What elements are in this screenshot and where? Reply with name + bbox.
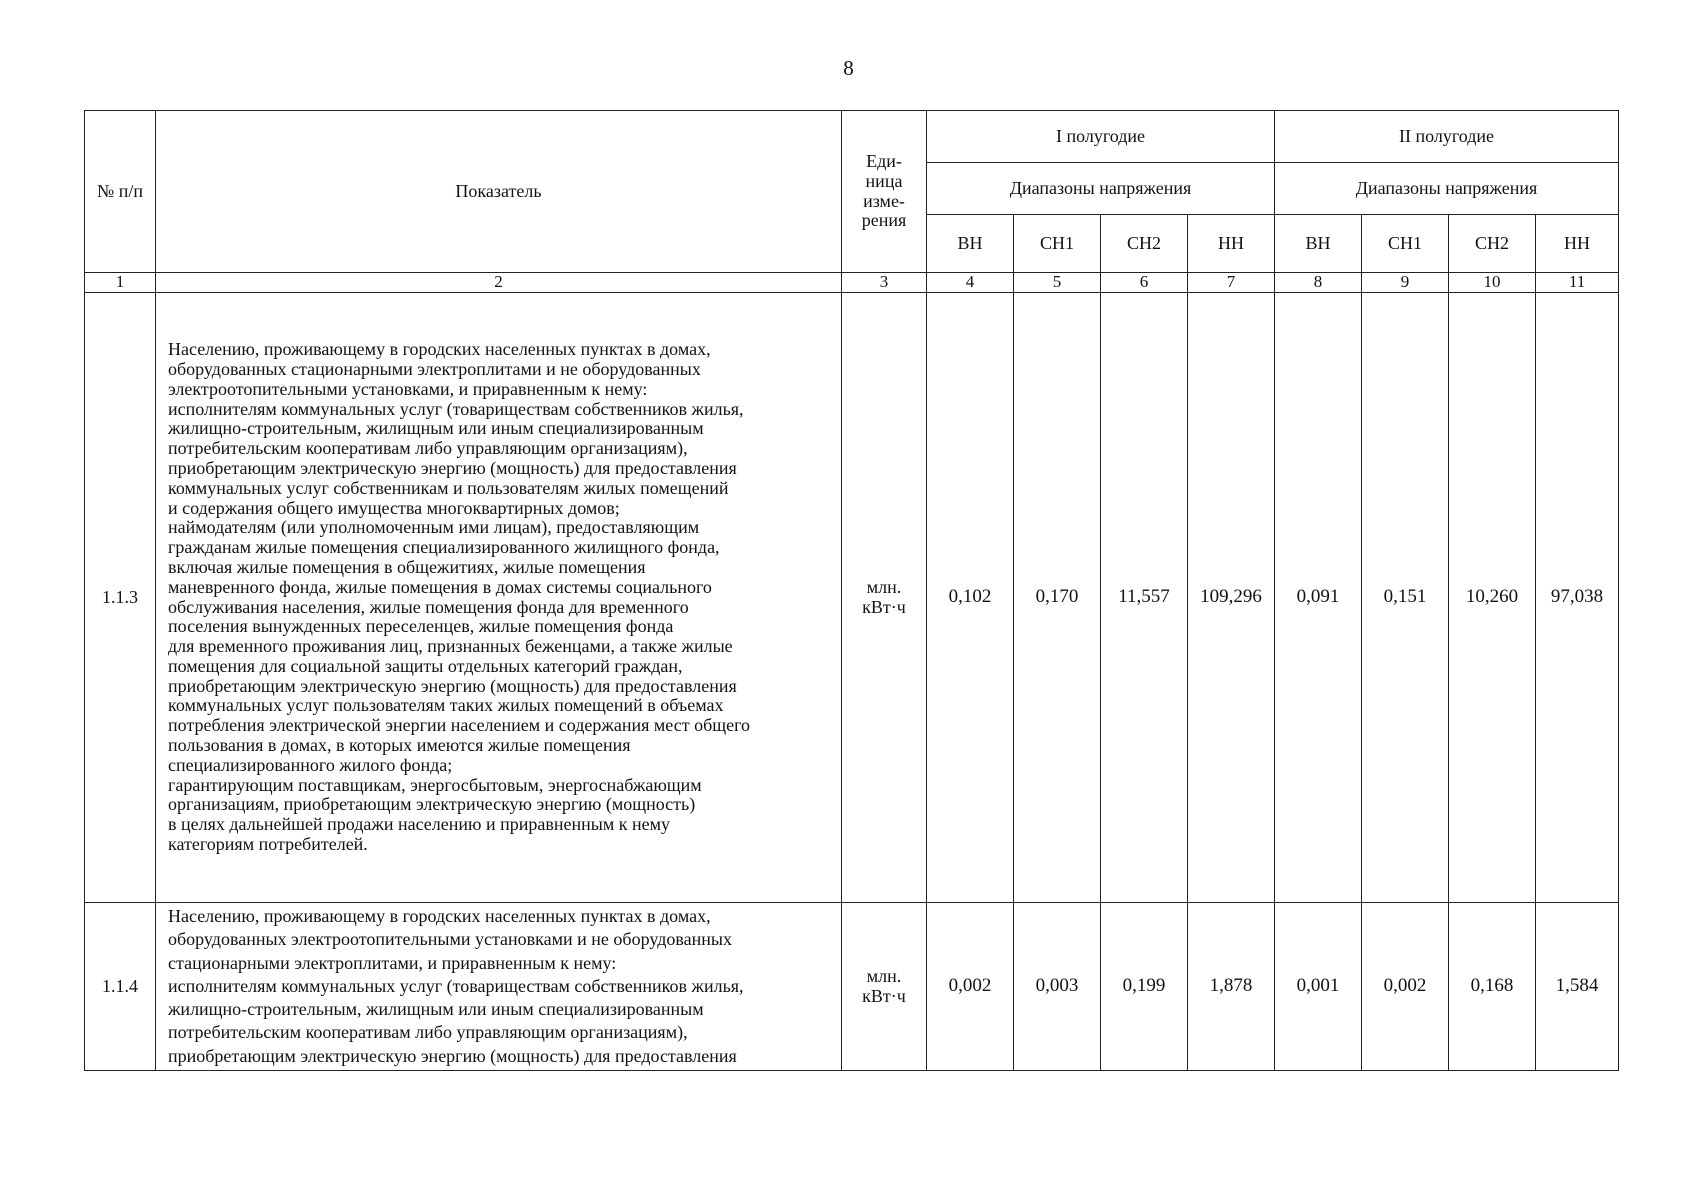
table-row — [85, 903, 1619, 1071]
text-line: для временного проживания лиц, признанных беженцами, а также жилые — [168, 636, 733, 657]
text-line: приобретающим электрическую энергию (мощность) для предоставления — [168, 1045, 737, 1066]
row-number: 1.1.3 — [85, 293, 156, 903]
tariff-volume-table — [84, 110, 1619, 1071]
unit-line: кВт·ч — [862, 985, 906, 1006]
voltage-ranges-header-2: Диапазоны напряжения — [1275, 163, 1619, 215]
row-number: 1.1.4 — [85, 903, 156, 1071]
value-cell: 1,878 — [1188, 903, 1275, 1071]
unit-line: кВт·ч — [862, 596, 906, 617]
value-cell: 109,296 — [1188, 293, 1275, 903]
text-line: коммунальных услуг собственникам и пользователям жилых помещений — [168, 477, 729, 498]
column-number: 8 — [1275, 273, 1362, 293]
level-header: НН — [1188, 215, 1275, 273]
text-line: оборудованных стационарными электроплитами и не оборудованных — [168, 358, 701, 379]
text-line: включая жилые помещения в общежитиях, жилые помещения — [168, 556, 646, 577]
text-line: жилищно-строительным, жилищным или иным специализированным — [168, 418, 704, 439]
level-header: СН2 — [1449, 215, 1536, 273]
text-line: маневренного фонда, жилые помещения в домах системы социального — [168, 576, 712, 597]
half1-header: I полугодие — [927, 111, 1275, 163]
value-cell: 0,091 — [1275, 293, 1362, 903]
level-header: НН — [1536, 215, 1619, 273]
text-line: жилищно-строительным, жилищным или иным специализированным — [168, 999, 704, 1020]
text-line: приобретающим электрическую энергию (мощность) для предоставления — [168, 457, 737, 478]
level-header: ВН — [1275, 215, 1362, 273]
value-cell: 0,102 — [927, 293, 1014, 903]
unit-header-line: ница — [865, 170, 903, 191]
half2-header: II полугодие — [1275, 111, 1619, 163]
unit-header-line: изме- — [863, 190, 905, 211]
column-number: 4 — [927, 273, 1014, 293]
text-line: организациям, приобретающим электрическую энергию (мощность) — [168, 794, 696, 815]
voltage-ranges-header-1: Диапазоны напряжения — [927, 163, 1275, 215]
text-line: гражданам жилые помещения специализированного жилищного фонда, — [168, 537, 720, 558]
value-cell: 0,003 — [1014, 903, 1101, 1071]
text-line: и содержания общего имущества многоквартирных домов; — [168, 497, 620, 518]
text-line: наймодателям (или уполномоченным ими лицам), предоставляющим — [168, 517, 700, 538]
unit-cell — [842, 293, 927, 903]
indicator-text — [156, 293, 842, 903]
header-row-1 — [85, 111, 1619, 163]
text-line: приобретающим электрическую энергию (мощность) для предоставления — [168, 675, 737, 696]
text-line: пользования в домах, в которых имеются жилые помещения — [168, 735, 631, 756]
level-header: ВН — [927, 215, 1014, 273]
column-number: 5 — [1014, 273, 1101, 293]
column-number-row — [85, 273, 1619, 293]
col-indicator-header: Показатель — [156, 111, 842, 273]
unit-header-line: рения — [861, 210, 907, 231]
text-line: оборудованных электроотопительными установками и не оборудованных — [168, 929, 732, 950]
value-cell: 0,001 — [1275, 903, 1362, 1071]
value-cell: 97,038 — [1536, 293, 1619, 903]
text-line: Населению, проживающему в городских населенных пунктах в домах, — [168, 906, 711, 927]
unit-cell — [842, 903, 927, 1071]
level-header: СН2 — [1101, 215, 1188, 273]
text-line: гарантирующим поставщикам, энергосбытовым, энергоснабжающим — [168, 774, 702, 795]
value-cell: 0,199 — [1101, 903, 1188, 1071]
value-cell: 0,002 — [1362, 903, 1449, 1071]
text-line: обслуживания населения, жилые помещения фонда для временного — [168, 596, 689, 617]
column-number: 2 — [156, 273, 842, 293]
text-line: потребительским кооперативам либо управляющим организациям), — [168, 1022, 688, 1043]
value-cell: 0,170 — [1014, 293, 1101, 903]
text-line: потребительским кооперативам либо управляющим организациям), — [168, 438, 688, 459]
column-number: 9 — [1362, 273, 1449, 293]
col-num-header: № п/п — [85, 111, 156, 273]
level-header: СН1 — [1014, 215, 1101, 273]
text-line: категориям потребителей. — [168, 834, 368, 855]
text-line: исполнителям коммунальных услуг (товариществам собственников жилья, — [168, 398, 744, 419]
value-cell: 0,168 — [1449, 903, 1536, 1071]
level-header: СН1 — [1362, 215, 1449, 273]
column-number: 3 — [842, 273, 927, 293]
column-number: 11 — [1536, 273, 1619, 293]
column-number: 10 — [1449, 273, 1536, 293]
text-line: в целях дальнейшей продажи населению и приравненным к нему — [168, 814, 670, 835]
text-line: исполнителям коммунальных услуг (товариществам собственников жилья, — [168, 975, 744, 996]
value-cell: 1,584 — [1536, 903, 1619, 1071]
unit-line: млн. — [866, 576, 902, 597]
value-cell: 10,260 — [1449, 293, 1536, 903]
value-cell: 0,151 — [1362, 293, 1449, 903]
value-cell: 11,557 — [1101, 293, 1188, 903]
col-unit-header — [842, 111, 927, 273]
page-number: 8 — [843, 56, 854, 80]
text-line: поселения вынужденных переселенцев, жилые помещения фонда — [168, 616, 674, 637]
column-number: 6 — [1101, 273, 1188, 293]
text-line: стационарными электроплитами, и приравненным к нему: — [168, 952, 617, 973]
unit-header-line: Еди- — [866, 150, 902, 171]
text-line: помещения для социальной защиты отдельных категорий граждан, — [168, 655, 683, 676]
text-line: специализированного жилого фонда; — [168, 754, 453, 775]
table-row — [85, 293, 1619, 903]
value-cell: 0,002 — [927, 903, 1014, 1071]
indicator-text — [156, 903, 842, 1071]
unit-line: млн. — [866, 965, 902, 986]
text-line: Населению, проживающему в городских населенных пунктах в домах, — [168, 339, 711, 360]
text-line: потребления электрической энергии населением и содержания мест общего — [168, 715, 751, 736]
text-line: электроотопительными установками, и приравненным к нему: — [168, 378, 648, 399]
text-line: коммунальных услуг пользователям таких жилых помещений в объемах — [168, 695, 724, 716]
column-number: 7 — [1188, 273, 1275, 293]
column-number: 1 — [85, 273, 156, 293]
